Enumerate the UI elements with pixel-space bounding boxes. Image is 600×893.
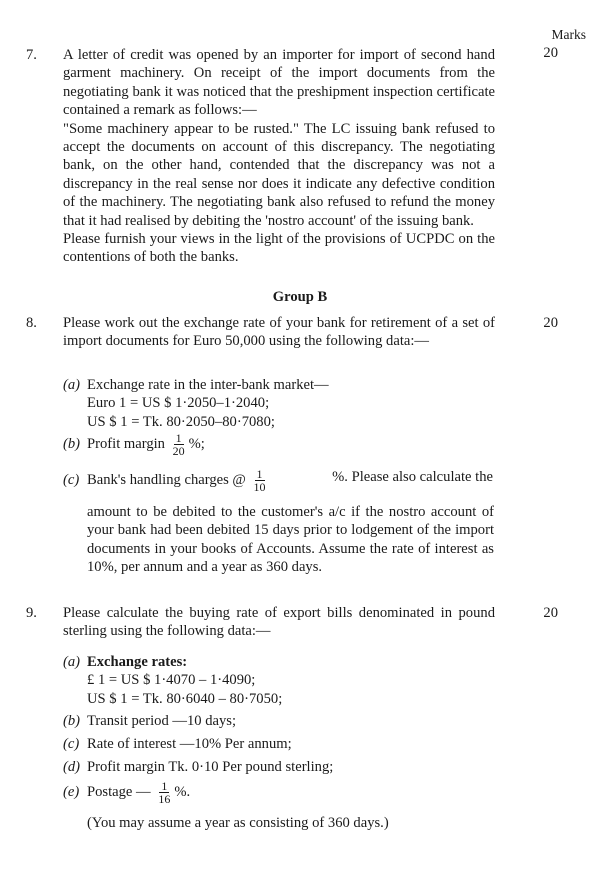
fraction-denominator: 16 — [158, 792, 171, 806]
item-a-title: Exchange rates: — [87, 654, 188, 670]
question-7-text — [63, 46, 495, 267]
rate-line: Euro 1 = US $ 1·2050–1·2040; — [87, 395, 270, 412]
rate-line: US $ 1 = Tk. 80·2050–80·7080; — [87, 413, 275, 430]
question-9-item-a — [63, 653, 503, 708]
marks-column-header: Marks — [551, 27, 586, 42]
question-8-item-a — [63, 376, 503, 431]
item-label: (b) — [63, 713, 81, 729]
fraction-numerator: 1 — [256, 467, 263, 481]
item-b-text: Transit period —10 days; — [87, 713, 237, 729]
item-c-text: Rate of interest —10% Per annum; — [87, 736, 292, 752]
item-label: (a) — [63, 654, 81, 670]
item-c-text-2: %. Please also calculate the — [332, 469, 493, 485]
fraction-denominator: 20 — [172, 444, 185, 458]
rate-line: £ 1 = US $ 1·4070 – 1·4090; — [87, 672, 256, 689]
fraction-denominator: 10 — [253, 480, 266, 494]
question-9-item-e — [63, 780, 503, 805]
group-b-heading: Group B — [272, 289, 328, 305]
question-8-intro: Please work out the exchange rate of your bank for retirement of a set of import documents for Euro 50,000 using the following data:— — [63, 315, 495, 350]
item-e-suffix: %. — [174, 783, 191, 800]
fraction — [171, 432, 187, 457]
item-label: (b) — [63, 435, 81, 452]
item-b-suffix: %; — [188, 435, 205, 452]
rate-line: US $ 1 = Tk. 80·6040 – 80·7050; — [87, 690, 283, 707]
question-9-note: (You may assume a year as consisting of 360 days.) — [87, 815, 389, 831]
item-c-text: Bank's handling charges @ — [87, 471, 246, 488]
question-7-para-2: "Some machinery appear to be rusted." The LC issuing bank refused to accept the documents on account of this discrepancy. The negotiating bank, on the other hand, contended that the discrepancy was not a discrepancy in the real sense nor does it indicate any defective condition of the machinery. The negotiating bank also refused to refund the money that it had realised by debiting the 'nostro account' of the issuing bank. — [63, 120, 495, 229]
question-7-marks: 20 — [543, 45, 558, 61]
item-d-text: Profit margin Tk. 0·10 Per pound sterling; — [87, 759, 334, 775]
question-9-number: 9. — [26, 605, 37, 621]
question-7-number: 7. — [26, 47, 37, 63]
item-label: (d) — [63, 759, 81, 775]
question-8-marks: 20 — [543, 315, 558, 331]
question-7-para-1: A letter of credit was opened by an importer for import of second hand garment machinery. On receipt of the import documents from the negotiating bank it was noticed that the preshipment inspection certificate contained a remark as follows:— — [63, 47, 495, 119]
item-label: (c) — [63, 736, 80, 752]
fraction — [252, 468, 268, 493]
fraction-numerator: 1 — [161, 779, 168, 793]
item-label: (e) — [63, 783, 80, 800]
question-8-item-c — [63, 468, 503, 493]
question-9-intro: Please calculate the buying rate of export bills denominated in pound sterling using the following data:— — [63, 605, 495, 640]
question-8-number: 8. — [26, 315, 37, 331]
item-a-title: Exchange rate in the inter-bank market— — [87, 377, 329, 393]
item-label: (a) — [63, 377, 81, 393]
question-8-item-c-continuation: amount to be debited to the customer's a/c if the nostro account of your bank had been debited 15 days prior to lodgement of the import documents in your books of Accounts. Assume the rate of interest as 10%, per annum and a year as 360 days. — [87, 504, 494, 576]
fraction — [156, 780, 172, 805]
question-9-item-d — [63, 758, 503, 776]
item-b-text: Profit margin — [87, 435, 165, 452]
fraction-numerator: 1 — [175, 431, 182, 445]
question-9-item-b — [63, 712, 503, 730]
question-9-marks: 20 — [543, 605, 558, 621]
item-e-text: Postage — — [87, 783, 151, 800]
item-label: (c) — [63, 471, 80, 488]
question-9-item-c — [63, 735, 503, 753]
question-7-para-3: Please furnish your views in the light of the provisions of UCPDC on the contentions of both the banks. — [63, 231, 495, 266]
question-8-item-b — [63, 432, 503, 457]
